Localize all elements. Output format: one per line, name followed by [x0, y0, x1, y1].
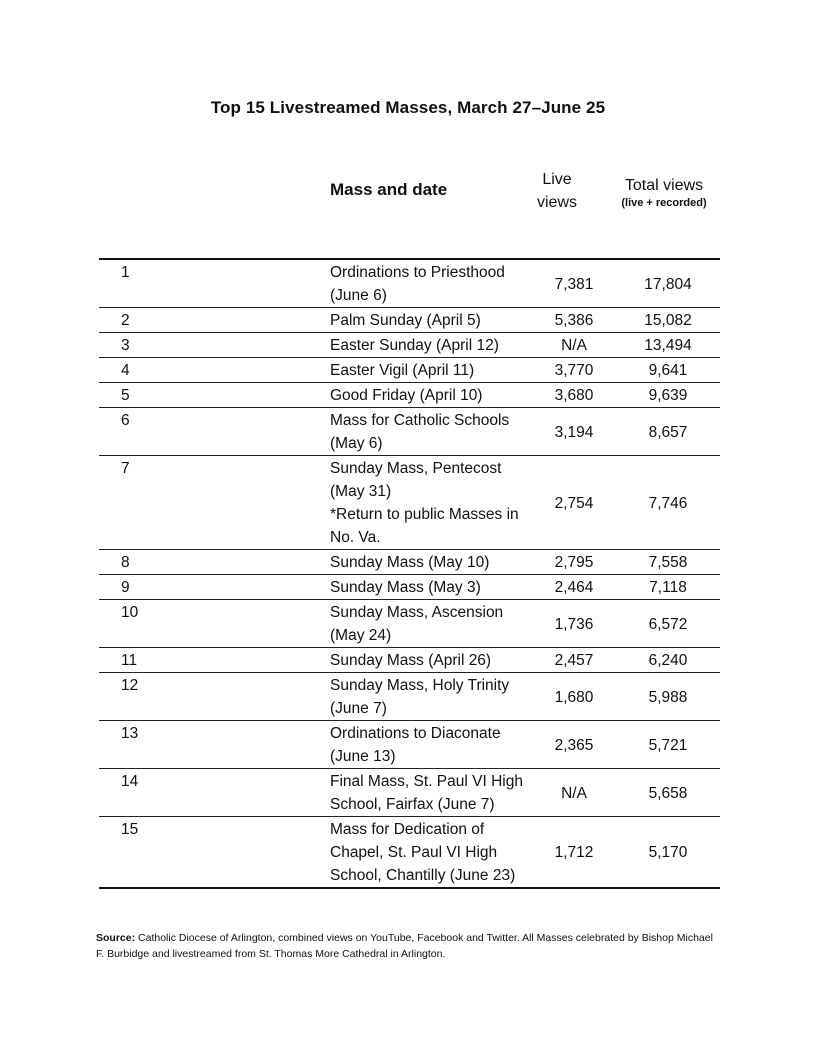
mass-ranking-table — [99, 258, 720, 889]
table-row — [99, 358, 720, 383]
live-views-cell: 2,464 — [532, 575, 616, 600]
live-views-cell: 2,754 — [532, 456, 616, 550]
table-row — [99, 575, 720, 600]
rank-cell: 3 — [99, 333, 322, 358]
mass-name: Palm Sunday (April 5) — [330, 312, 481, 329]
live-header-line1: Live — [542, 171, 572, 188]
column-header-total-views — [606, 177, 722, 211]
table-row — [99, 600, 720, 648]
live-views-cell: 3,194 — [532, 408, 616, 456]
total-views-cell: 13,494 — [616, 333, 720, 358]
total-header-sub: (live + recorded) — [621, 197, 707, 209]
total-views-cell: 15,082 — [616, 308, 720, 333]
mass-name: Sunday Mass, Pentecost (May 31) — [330, 460, 502, 500]
table-body — [99, 259, 720, 888]
live-views-cell: 1,712 — [532, 817, 616, 889]
rank-cell: 12 — [99, 673, 322, 721]
total-views-cell: 9,641 — [616, 358, 720, 383]
rank-cell: 5 — [99, 383, 322, 408]
rank-cell: 15 — [99, 817, 322, 889]
live-views-cell: 2,365 — [532, 721, 616, 769]
table-row — [99, 673, 720, 721]
mass-cell — [322, 358, 532, 383]
mass-cell — [322, 550, 532, 575]
table-row — [99, 721, 720, 769]
total-views-cell: 5,658 — [616, 769, 720, 817]
mass-cell — [322, 817, 532, 889]
page-title: Top 15 Livestreamed Masses, March 27–June 25 — [210, 98, 606, 117]
mass-name: Sunday Mass, Ascension (May 24) — [330, 604, 504, 644]
rank-cell: 8 — [99, 550, 322, 575]
mass-cell — [322, 721, 532, 769]
table-row — [99, 259, 720, 308]
column-header-live-views — [520, 168, 594, 214]
live-views-cell: 1,680 — [532, 673, 616, 721]
total-views-cell: 5,170 — [616, 817, 720, 889]
mass-name: Mass for Dedication of Chapel, St. Paul VI High School, Chantilly (June 23) — [330, 821, 516, 884]
table-row — [99, 308, 720, 333]
live-views-cell: 1,736 — [532, 600, 616, 648]
mass-cell — [322, 769, 532, 817]
mass-cell — [322, 456, 532, 550]
mass-name: Ordinations to Diaconate (June 13) — [330, 725, 501, 765]
mass-name: Good Friday (April 10) — [330, 387, 483, 404]
mass-name: Sunday Mass (April 26) — [330, 652, 492, 669]
rank-cell: 1 — [99, 259, 322, 308]
mass-note: *Return to public Masses in No. Va. — [330, 506, 519, 546]
mass-name: Easter Vigil (April 11) — [330, 362, 475, 379]
total-views-cell: 17,804 — [616, 259, 720, 308]
live-views-cell: 3,680 — [532, 383, 616, 408]
total-views-cell: 6,572 — [616, 600, 720, 648]
mass-cell — [322, 600, 532, 648]
mass-cell — [322, 575, 532, 600]
mass-name: Sunday Mass (May 3) — [330, 579, 481, 596]
mass-name: Sunday Mass (May 10) — [330, 554, 490, 571]
table-row — [99, 769, 720, 817]
mass-name: Ordinations to Priesthood (June 6) — [330, 264, 505, 304]
total-views-cell: 7,558 — [616, 550, 720, 575]
table-row — [99, 817, 720, 889]
rank-cell: 10 — [99, 600, 322, 648]
mass-cell — [322, 673, 532, 721]
table-row — [99, 333, 720, 358]
live-views-cell: 2,795 — [532, 550, 616, 575]
total-views-cell: 5,721 — [616, 721, 720, 769]
live-views-cell: 7,381 — [532, 259, 616, 308]
source-text: Catholic Diocese of Arlington, combined views on YouTube, Facebook and Twitter. All Masses celebrated by Bishop Michael F. Burbidge and livestreamed from St. Thomas More Cathedral in Arlington. — [96, 932, 713, 960]
total-views-cell: 5,988 — [616, 673, 720, 721]
table-row — [99, 550, 720, 575]
rank-cell: 11 — [99, 648, 322, 673]
total-header-label: Total views — [624, 177, 704, 194]
table-row — [99, 456, 720, 550]
table-row — [99, 648, 720, 673]
mass-cell — [322, 333, 532, 358]
rank-cell: 2 — [99, 308, 322, 333]
mass-cell — [322, 383, 532, 408]
total-views-cell: 6,240 — [616, 648, 720, 673]
rank-cell: 7 — [99, 456, 322, 550]
column-header-mass: Mass and date — [330, 180, 448, 199]
source-note — [96, 930, 716, 962]
live-views-cell: N/A — [532, 769, 616, 817]
rank-cell: 9 — [99, 575, 322, 600]
live-views-cell: 5,386 — [532, 308, 616, 333]
mass-name: Easter Sunday (April 12) — [330, 337, 499, 354]
table-row — [99, 408, 720, 456]
live-views-cell: N/A — [532, 333, 616, 358]
total-views-cell: 9,639 — [616, 383, 720, 408]
table-row — [99, 383, 720, 408]
rank-cell: 14 — [99, 769, 322, 817]
mass-name: Sunday Mass, Holy Trinity (June 7) — [330, 677, 510, 717]
rank-cell: 6 — [99, 408, 322, 456]
source-label: Source: — [96, 932, 136, 944]
rank-cell: 4 — [99, 358, 322, 383]
live-views-cell: 2,457 — [532, 648, 616, 673]
mass-name: Mass for Catholic Schools (May 6) — [330, 412, 510, 452]
total-views-cell: 7,118 — [616, 575, 720, 600]
live-views-cell: 3,770 — [532, 358, 616, 383]
mass-cell — [322, 259, 532, 308]
mass-cell — [322, 648, 532, 673]
mass-cell — [322, 308, 532, 333]
rank-cell: 13 — [99, 721, 322, 769]
mass-name: Final Mass, St. Paul VI High School, Fairfax (June 7) — [330, 773, 523, 813]
total-views-cell: 7,746 — [616, 456, 720, 550]
total-views-cell: 8,657 — [616, 408, 720, 456]
live-header-line2: views — [536, 194, 577, 211]
mass-cell — [322, 408, 532, 456]
